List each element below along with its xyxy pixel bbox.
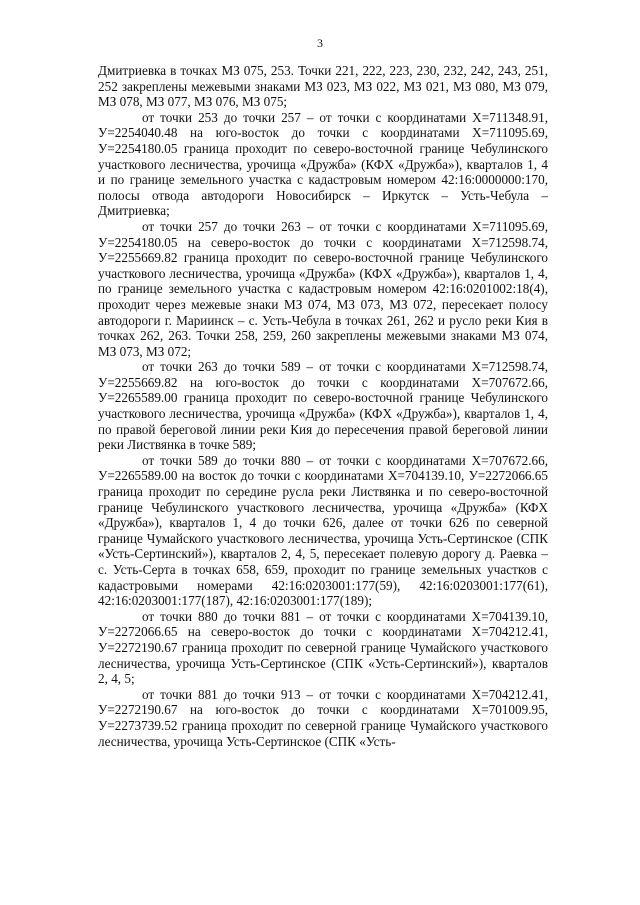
paragraph-continuation: Дмитриевка в точках МЗ 075, 253. Точки 221, 222, 223, 230, 232, 242, 243, 251, 252 закреплены межевыми знаками МЗ 023, МЗ 022, МЗ 021, МЗ 080, МЗ 079, МЗ 078, МЗ 077, МЗ 076, МЗ 075; (98, 63, 548, 110)
page-number: 3 (317, 36, 323, 50)
paragraph-segment-589-880: от точки 589 до точки 880 – от точки с координатами Х=707672.66, У=2265589.00 на восток до точки с координатами Х=704139.10, У=2272066.65 граница проходит по середине русла реки Листвянка и по северо-восточной границе Чебулинского участкового лесничества, урочища «Дружба» (КФХ «Дружба»), кварталов 1, 4 до точки 626, далее от точки 626 по северной границе Чумайского участкового лесничества, урочища Усть-Сертинское (СПК «Усть-Сертинский»), кварталов 2, 4, 5, пересекает полевую дорогу д. Раевка – с. Усть-Серта в точках 658, 659, проходит по границе земельных участков с кадастровыми номерами 42:16:0203001:177(59), 42:16:0203001:177(61), 42:16:0203001:177(187), 42:16:0203001:177(189); (98, 452, 548, 609)
paragraph-segment-263-589: от точки 263 до точки 589 – от точки с координатами Х=712598.74, У=2255669.82 на юго-восток до точки с координатами Х=707672.66, У=2265589.00 граница проходит по северо-восточной границе Чебулинского участкового лесничества, урочища «Дружба» (КФХ «Дружба»), кварталов 1, 4, по правой береговой линии реки Кия до пересечения правой береговой линии реки Листвянка в точке 589; (98, 359, 548, 453)
body-text (98, 63, 548, 749)
paragraph-segment-881-913: от точки 881 до точки 913 – от точки с координатами Х=704212.41, У=2272190.67 на юго-восток до точки с координатами Х=701009.95, У=2273739.52 граница проходит по северной границе Чумайского участкового лесничества, урочища Усть-Сертинское (СПК «Усть- (98, 686, 548, 749)
paragraph-segment-880-881: от точки 880 до точки 881 – от точки с координатами Х=704139.10, У=2272066.65 на северо-восток до точки с координатами Х=704212.41, У=2272190.67 граница проходит по северной границе Чумайского участкового лесничества, урочища Усть-Сертинское (СПК «Усть-Сертинский»), кварталов 2, 4, 5; (98, 608, 548, 687)
paragraph-segment-257-263: от точки 257 до точки 263 – от точки с координатами Х=711095.69, У=2254180.05 на северо-восток до точки с координатами Х=712598.74, У=2255669.82 граница проходит по северо-восточной границе Чебулинского участкового лесничества, урочища «Дружба» (КФХ «Дружба»), кварталов 1, 4, по границе земельного участка с кадастровым номером 42:16:0201002:18(4), проходит через межевые знаки МЗ 074, МЗ 073, МЗ 072, пересекает полосу автодороги г. Мариинск – с. Усть-Чебула в точках 261, 262 и русло реки Кия в точках 262, 263. Точки 258, 259, 260 закреплены межевыми знаками МЗ 074, МЗ 073, МЗ 072; (98, 218, 548, 359)
paragraph-segment-253-257: от точки 253 до точки 257 – от точки с координатами Х=711348.91, У=2254040.48 на юго-восток до точки с координатами Х=711095.69, У=2254180.05 граница проходит по северо-восточной границе Чебулинского участкового лесничества, урочища «Дружба» (КФХ «Дружба»), кварталов 1, 4 и по границе земельного участка с кадастровым номером 42:16:0000000:170, полосы отвода автодороги Новосибирск – Иркутск – Усть-Чебула – Дмитриевка; (98, 109, 548, 219)
